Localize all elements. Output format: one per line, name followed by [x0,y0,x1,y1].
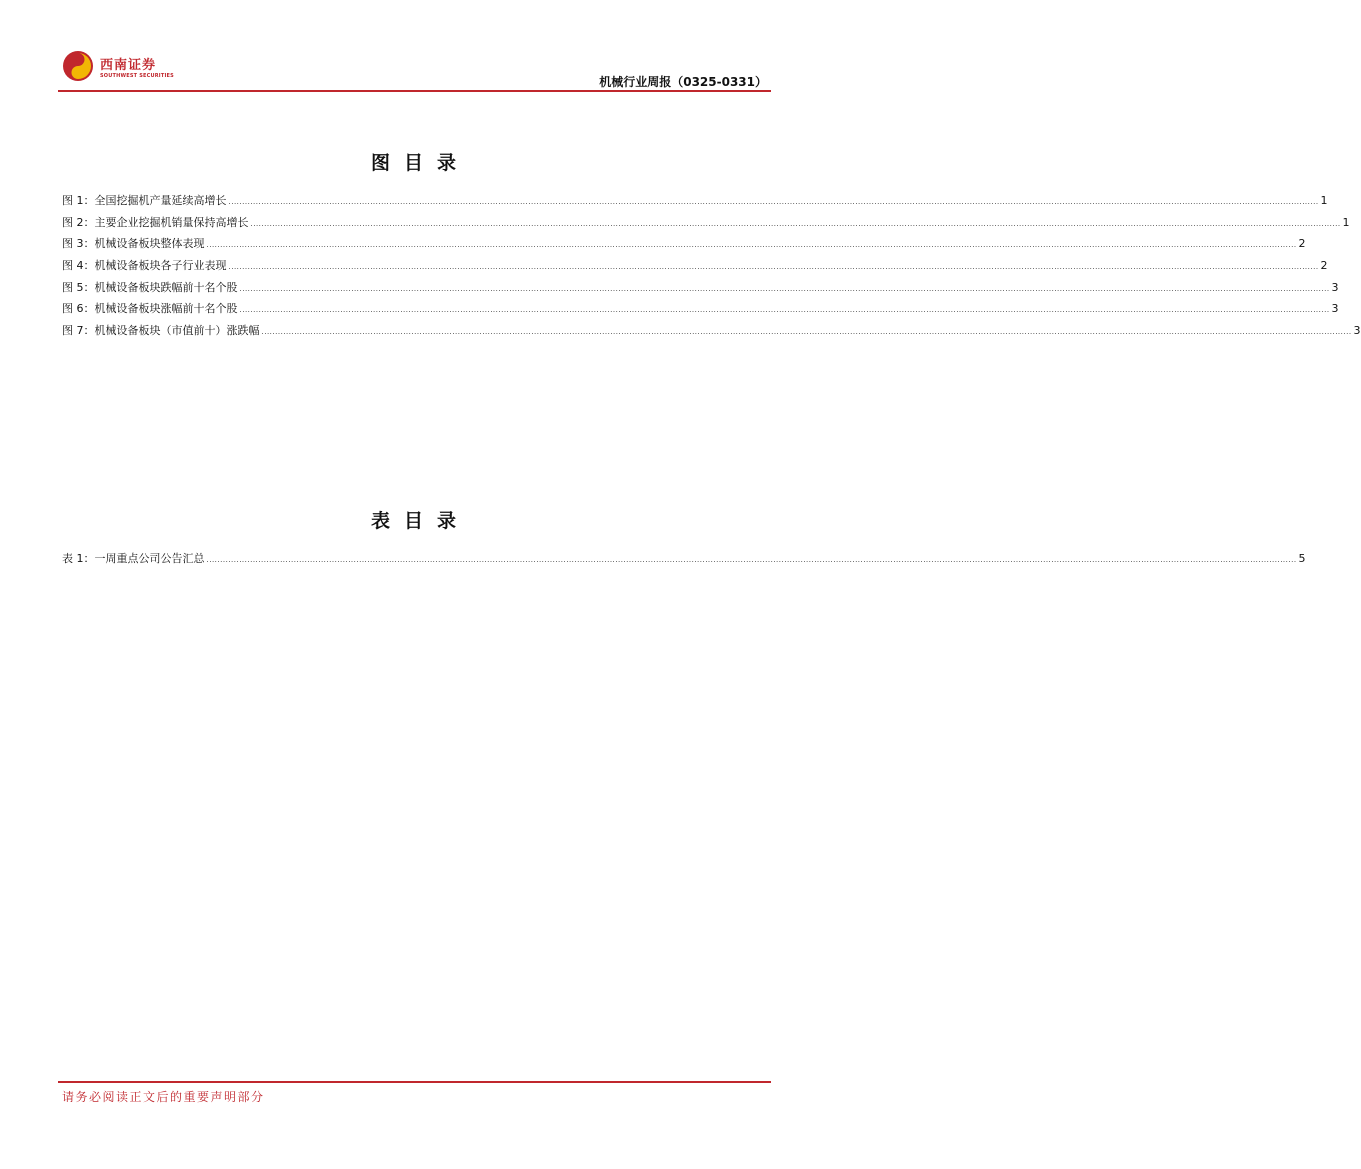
toc-entry[interactable] [62,235,1306,257]
toc-leader-dots: ................................................................................................................................................................................................................................................................................................................................................................................................................ [228,263,1319,272]
logo-chinese-name: 西南证券 [100,58,157,73]
company-logo [62,50,172,84]
toc-entry-page: 3 [1331,302,1339,316]
toc-entry[interactable] [62,279,1339,301]
toc-leader-dots: ................................................................................................................................................................................................................................................................................................................................................................................................................ [239,306,1330,315]
logo-emblem-icon [62,50,94,82]
toc-entry-label: 图 1：全国挖掘机产量延续高增长 [62,194,227,207]
toc-entry-label: 图 6：机械设备板块涨幅前十名个股 [62,302,238,316]
toc-entry-page: 2 [1298,237,1306,251]
toc-entry-page: 3 [1353,324,1361,338]
report-title: 机械行业周报（0325-0331） [599,75,767,89]
figures-toc-list [62,192,1361,344]
logo-english-name: SOUTHWEST SECURITIES [100,73,174,79]
figures-toc-heading: 图目录 [370,152,470,174]
tables-toc-list [62,550,1306,572]
toc-entry-label: 图 4：机械设备板块各子行业表现 [62,259,227,273]
toc-entry[interactable] [62,192,1328,214]
toc-entry-page: 1 [1320,194,1328,207]
toc-entry-label: 表 1：一周重点公司公告汇总 [62,552,205,565]
toc-entry-page: 2 [1320,259,1328,273]
toc-entry[interactable] [62,214,1350,236]
toc-entry-label: 图 7：机械设备板块（市值前十）涨跌幅 [62,324,260,338]
toc-entry-page: 3 [1331,280,1339,294]
toc-leader-dots: ................................................................................................................................................................................................................................................................................................................................................................................................................ [239,284,1330,293]
toc-entry-page: 5 [1298,552,1306,565]
tables-toc-heading: 表目录 [370,510,470,532]
toc-entry[interactable] [62,300,1339,322]
toc-leader-dots: ................................................................................................................................................................................................................................................................................................................................................................................................................ [206,241,1297,250]
footer-divider [58,1081,771,1083]
toc-entry[interactable] [62,550,1306,572]
toc-entry[interactable] [62,322,1361,344]
toc-leader-dots: ................................................................................................................................................................................................................................................................................................................................................................................................................ [228,198,1319,206]
toc-entry-page: 1 [1342,215,1350,229]
header-divider [58,90,771,92]
toc-entry-label: 图 5：机械设备板块跌幅前十名个股 [62,280,238,294]
toc-leader-dots: ................................................................................................................................................................................................................................................................................................................................................................................................................ [250,219,1341,228]
toc-leader-dots: ................................................................................................................................................................................................................................................................................................................................................................................................................ [206,556,1297,564]
page-header [58,48,771,92]
toc-leader-dots: ................................................................................................................................................................................................................................................................................................................................................................................................................ [261,328,1352,337]
toc-entry[interactable] [62,257,1328,279]
toc-entry-label: 图 3：机械设备板块整体表现 [62,237,205,251]
footer-disclaimer: 请务必阅读正文后的重要声明部分 [62,1090,265,1104]
toc-entry-label: 图 2：主要企业挖掘机销量保持高增长 [62,215,249,229]
